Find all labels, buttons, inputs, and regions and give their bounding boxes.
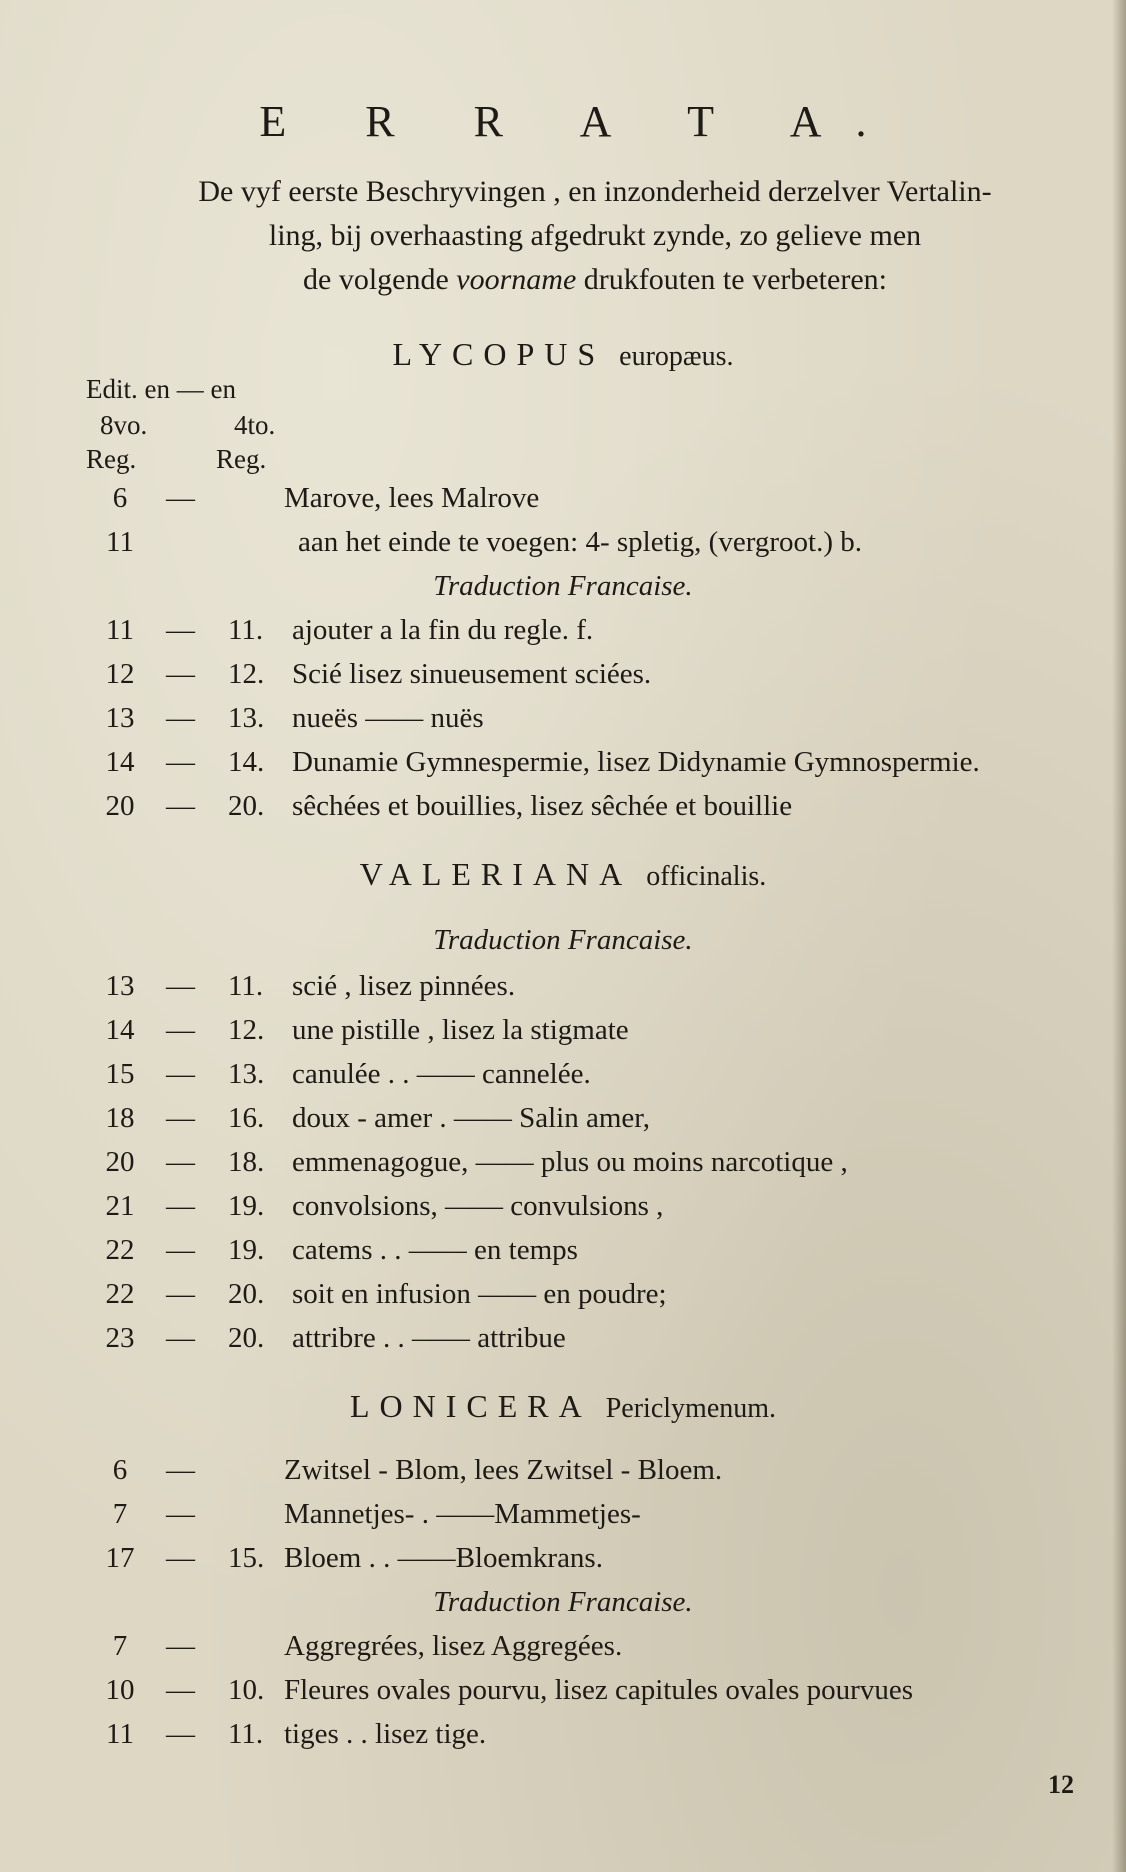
errata-row — [0, 1454, 1126, 1494]
correction-text: canulée . . —— cannelée. — [292, 1058, 591, 1090]
errata-row — [0, 1498, 1126, 1538]
errata-row — [0, 1102, 1126, 1142]
line-number-8vo: 14 — [105, 746, 135, 778]
correction-text: scié , lisez pinnées. — [292, 970, 516, 1002]
errata-row — [0, 746, 1126, 786]
correction-text: nueës —— nuës — [292, 702, 484, 734]
line-number-8vo: 20 — [105, 790, 135, 822]
dash: — — [166, 1190, 195, 1222]
genus-name: LYCOPUS — [392, 336, 606, 372]
line-number-8vo: 7 — [112, 1630, 128, 1662]
page-number: 12 — [1048, 1770, 1074, 1799]
line-number-8vo: 7 — [112, 1498, 128, 1530]
correction-text: sêchées et bouillies, lisez sêchée et bouillie — [292, 790, 793, 822]
errata-row — [0, 1234, 1126, 1274]
subheading-traduction: Traduction Francaise. — [433, 570, 693, 602]
line-number-8vo: 17 — [105, 1542, 135, 1574]
dash: — — [166, 1718, 195, 1750]
correction-text: aan het einde te voegen: 4- spletig, (vergroot.) b. — [298, 526, 862, 558]
line-number-4to: 12. — [228, 658, 265, 690]
intro-line-3-emphasis: voorname — [456, 263, 577, 296]
correction-text: tiges . . lisez tige. — [284, 1718, 487, 1750]
errata-row — [0, 1278, 1126, 1318]
dash: — — [166, 1498, 195, 1530]
intro-line-3-post: drukfouten te verbeteren: — [576, 263, 887, 296]
dash: — — [166, 658, 195, 690]
errata-row — [0, 970, 1126, 1010]
line-number-4to: 19. — [228, 1234, 265, 1266]
species-name: Periclymenum. — [605, 1393, 777, 1424]
errata-row — [0, 526, 1126, 566]
correction-text: ajouter a la fin du regle. f. — [292, 614, 594, 646]
dash: — — [166, 970, 195, 1002]
correction-text: Bloem . . ——Bloemkrans. — [284, 1542, 603, 1574]
errata-row — [0, 482, 1126, 522]
dash: — — [166, 790, 195, 822]
line-number-8vo: 10 — [105, 1674, 135, 1706]
line-number-8vo: 11 — [106, 614, 134, 646]
line-number-8vo: 11 — [106, 526, 134, 558]
intro-line-3-pre: de volgende — [303, 263, 457, 296]
dash: — — [166, 482, 195, 514]
line-number-4to: 14. — [228, 746, 265, 778]
line-number-4to: 13. — [228, 702, 265, 734]
section-heading-valeriana — [0, 856, 1126, 893]
dash: — — [166, 614, 195, 646]
column-header-4to: 4to. — [234, 410, 276, 440]
correction-text: Fleures ovales pourvu, lisez capitules ovales pourvues — [284, 1674, 913, 1706]
genus-name: LONICERA — [349, 1388, 592, 1424]
line-number-8vo: 20 — [105, 1146, 135, 1178]
errata-row — [0, 790, 1126, 830]
correction-text: attribre . . —— attribue — [292, 1322, 566, 1354]
dash: — — [166, 1146, 195, 1178]
intro-line-3 — [120, 258, 1070, 302]
line-number-8vo: 14 — [105, 1014, 135, 1046]
errata-row — [0, 658, 1126, 698]
errata-row — [0, 1058, 1126, 1098]
line-number-4to: 16. — [228, 1102, 265, 1134]
line-number-4to: 19. — [228, 1190, 265, 1222]
line-number-8vo: 22 — [105, 1234, 135, 1266]
section-heading-lycopus — [0, 336, 1126, 373]
correction-text: soit en infusion —— en poudre; — [292, 1278, 667, 1310]
errata-row — [0, 1014, 1126, 1054]
correction-text: emmenagogue, —— plus ou moins narcotique , — [292, 1146, 848, 1178]
line-number-4to: 20. — [228, 1278, 265, 1310]
column-header-8vo: 8vo. — [100, 410, 148, 440]
line-number-8vo: 15 — [105, 1058, 135, 1090]
line-number-4to: 18. — [228, 1146, 265, 1178]
dash: — — [166, 1102, 195, 1134]
errata-row — [0, 1322, 1126, 1362]
line-number-4to: 20. — [228, 1322, 265, 1354]
dash: — — [166, 1234, 195, 1266]
section-heading-lonicera — [0, 1388, 1126, 1425]
column-header-edition: Edit. en — en — [86, 374, 236, 404]
dash: — — [166, 1322, 195, 1354]
errata-row — [0, 1542, 1126, 1582]
dash: — — [166, 746, 195, 778]
correction-text: une pistille , lisez la stigmate — [292, 1014, 629, 1046]
dash: — — [166, 1674, 195, 1706]
line-number-4to: 10. — [228, 1674, 265, 1706]
line-number-4to: 11. — [228, 614, 264, 646]
dash: — — [166, 1542, 195, 1574]
column-header-reg-2: Reg. — [216, 444, 267, 474]
errata-row — [0, 1146, 1126, 1186]
errata-row — [0, 702, 1126, 742]
line-number-8vo: 13 — [105, 702, 135, 734]
correction-text: Scié lisez sinueusement sciées. — [292, 658, 652, 690]
species-name: europæus. — [619, 341, 734, 372]
dash: — — [166, 1630, 195, 1662]
subheading-traduction: Traduction Francaise. — [433, 924, 693, 956]
species-name: officinalis. — [646, 861, 767, 892]
line-number-4to: 15. — [228, 1542, 265, 1574]
intro-line-1: De vyf eerste Beschryvingen , en inzonderheid derzelver Vertalin- — [198, 175, 992, 208]
line-number-4to: 11. — [228, 970, 264, 1002]
correction-text: doux - amer . —— Salin amer, — [292, 1102, 651, 1134]
dash: — — [166, 1454, 195, 1486]
dash: — — [166, 1058, 195, 1090]
line-number-8vo: 21 — [105, 1190, 135, 1222]
correction-text: convolsions, —— convulsions , — [292, 1190, 664, 1222]
line-number-4to: 11. — [228, 1718, 264, 1750]
errata-row — [0, 1674, 1126, 1714]
line-number-8vo: 11 — [106, 1718, 134, 1750]
intro-line-2: ling, bij overhaasting afgedrukt zynde, zo gelieve men — [268, 219, 922, 252]
correction-text: Dunamie Gymnespermie, lisez Didynamie Gymnospermie. — [292, 746, 980, 778]
line-number-8vo: 23 — [105, 1322, 135, 1354]
line-number-8vo: 22 — [105, 1278, 135, 1310]
line-number-4to: 12. — [228, 1014, 265, 1046]
line-number-8vo: 13 — [105, 970, 135, 1002]
correction-text: Zwitsel - Blom, lees Zwitsel - Bloem. — [284, 1454, 723, 1486]
correction-text: Aggregrées, lisez Aggregées. — [284, 1630, 623, 1662]
genus-name: VALERIANA — [359, 856, 633, 892]
line-number-4to: 13. — [228, 1058, 265, 1090]
column-header-reg-1: Reg. — [86, 444, 137, 474]
errata-row — [0, 1630, 1126, 1670]
correction-text: Marove, lees Malrove — [284, 482, 540, 514]
errata-row — [0, 614, 1126, 654]
errata-row — [0, 1718, 1126, 1758]
line-number-4to: 20. — [228, 790, 265, 822]
errata-row — [0, 1190, 1126, 1230]
line-number-8vo: 6 — [112, 1454, 128, 1486]
dash: — — [166, 702, 195, 734]
intro-paragraph — [120, 170, 1070, 302]
dash: — — [166, 1278, 195, 1310]
correction-text: catems . . —— en temps — [292, 1234, 578, 1266]
line-number-8vo: 18 — [105, 1102, 135, 1134]
subheading-traduction: Traduction Francaise. — [433, 1586, 693, 1618]
page-title: E R R A T A. — [259, 97, 901, 146]
line-number-8vo: 6 — [112, 482, 128, 514]
dash: — — [166, 1014, 195, 1046]
line-number-8vo: 12 — [105, 658, 135, 690]
correction-text: Mannetjes- . ——Mammetjes- — [284, 1498, 641, 1530]
